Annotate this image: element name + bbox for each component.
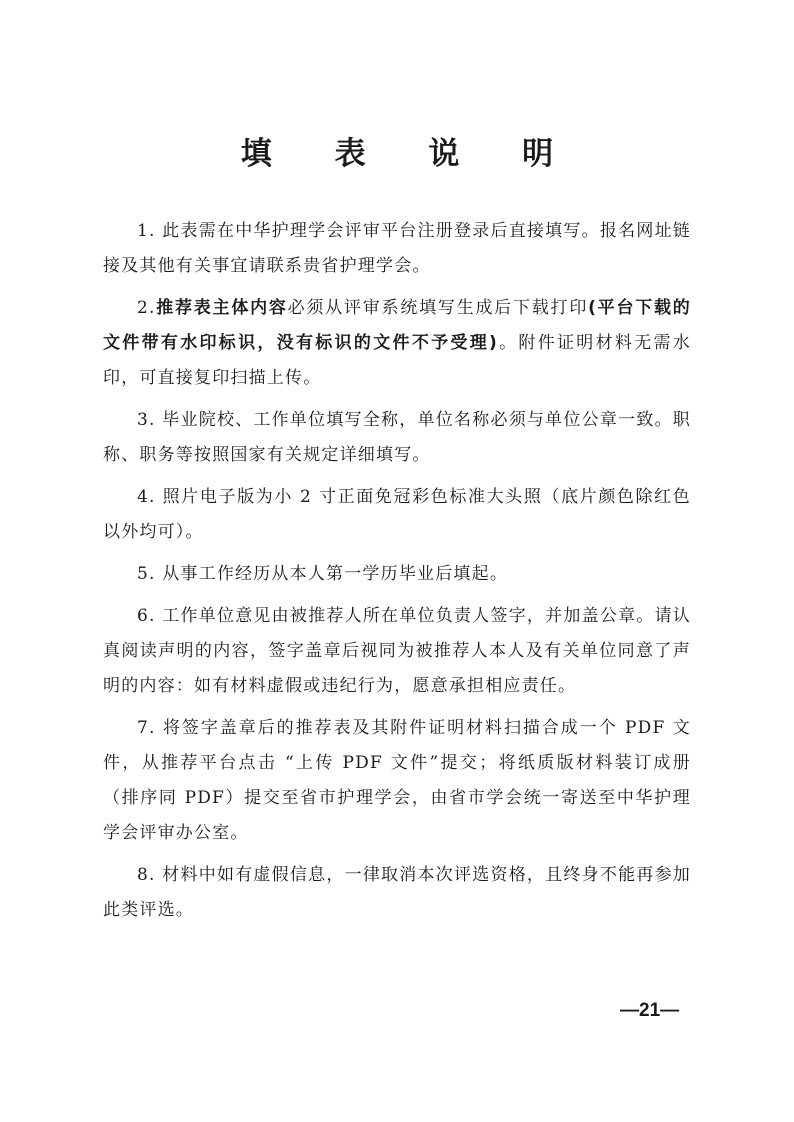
instruction-text: 此表需在中华护理学会评审平台注册登录后直接填写。报名网址链接及其他有关事宜请联系贵省护理学会。 bbox=[103, 221, 691, 276]
instruction-item bbox=[103, 557, 691, 592]
instruction-item bbox=[103, 711, 691, 851]
instruction-text: 必须从评审系统填写生成后下载打印 bbox=[287, 298, 589, 318]
instruction-text: 材料中如有虚假信息，一律取消本次评选资格，且终身不能再参加此类评选。 bbox=[103, 865, 691, 920]
instruction-number: 7. bbox=[137, 718, 156, 738]
instruction-number: 8. bbox=[137, 865, 156, 885]
instruction-text: 从事工作经历从本人第一学历毕业后填起。 bbox=[155, 564, 509, 584]
instruction-number: 1. bbox=[137, 221, 156, 241]
instructions-list bbox=[103, 214, 691, 928]
page-number: —21— bbox=[620, 1000, 680, 1021]
instruction-number: 4. bbox=[137, 487, 156, 507]
instruction-item bbox=[103, 599, 691, 704]
instruction-emphasis: 推荐表主体内容 bbox=[155, 298, 288, 318]
instruction-item bbox=[103, 858, 691, 928]
instruction-text: 将签字盖章后的推荐表及其附件证明材料扫描合成一个 PDF 文件，从推荐平台点击 “上传 PDF 文件”提交；将纸质版材料装订成册（排序同 PDF）提交至省市护理学会，由省市学会统一寄送至中华护理学会评审办公室。 bbox=[103, 718, 691, 843]
instruction-number: 5. bbox=[137, 564, 156, 584]
instruction-number: 6. bbox=[137, 606, 156, 626]
instruction-text: 照片电子版为小 2 寸正面免冠彩色标准大头照（底片颜色除红色以外均可）。 bbox=[103, 487, 691, 542]
instruction-item bbox=[103, 214, 691, 284]
page-title: 填 表 说 明 bbox=[240, 136, 580, 172]
instruction-number: 3. bbox=[137, 410, 156, 430]
instruction-item bbox=[103, 480, 691, 550]
instruction-text: 毕业院校、工作单位填写全称，单位名称必须与单位公章一致。职称、职务等按照国家有关规定详细填写。 bbox=[103, 410, 691, 465]
instruction-emphasis: (平台下载的文件带有水印标识，没有标识的文件不予受理) bbox=[103, 298, 691, 353]
instruction-text: 工作单位意见由被推荐人所在单位负责人签字，并加盖公章。请认真阅读声明的内容，签字盖章后视同为被推荐人本人及有关单位同意了声明的内容：如有材料虚假或违纪行为，愿意承担相应责任。 bbox=[103, 606, 691, 696]
instruction-text: 。附件证明材料无需水印，可直接复印扫描上传。 bbox=[103, 333, 692, 388]
instruction-item bbox=[103, 291, 691, 396]
instruction-number: 2. bbox=[137, 298, 156, 318]
instruction-item bbox=[103, 403, 691, 473]
